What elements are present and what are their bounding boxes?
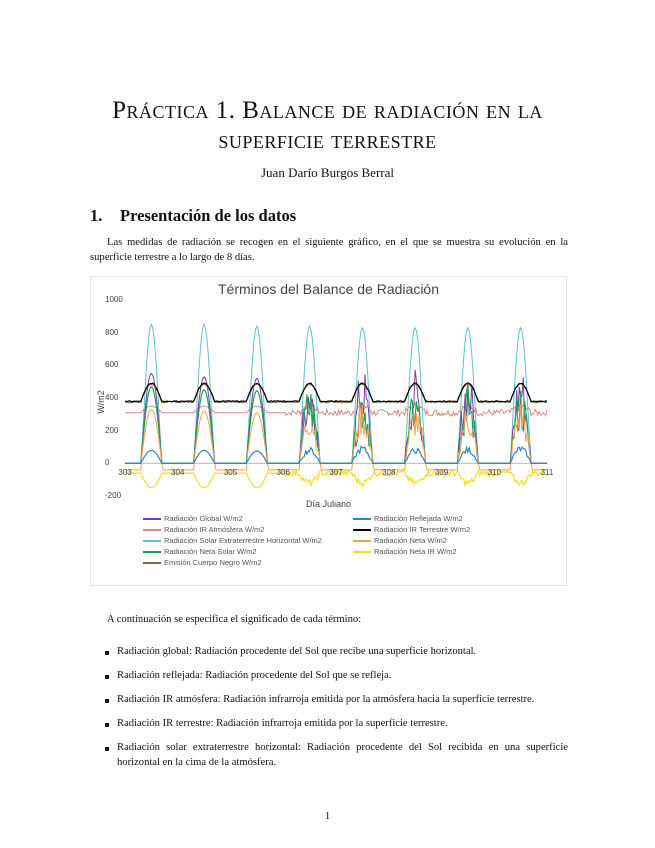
legend-swatch — [143, 518, 161, 520]
chart-y-tick-label: 200 — [105, 425, 119, 435]
title-line-1: Práctica 1. Balance de radiación en la — [112, 97, 543, 124]
legend-swatch — [143, 562, 161, 564]
chart-y-tick-label: -200 — [105, 491, 122, 500]
author: Juan Darío Burgos Berral — [261, 165, 394, 180]
chart-x-tick-label: 304 — [171, 468, 185, 478]
legend-label: Emisión Cuerpo Negro W/m2 — [164, 558, 262, 567]
legend-swatch — [143, 551, 161, 553]
legend-item — [353, 536, 447, 545]
chart-x-tick-label: 309 — [434, 468, 449, 478]
legend-label: Radiación Solar Extraterrestre Horizontal W/m2 — [164, 536, 322, 545]
chart-x-tick-label: 303 — [118, 468, 132, 478]
title-line-2: superficie terrestre — [218, 127, 437, 154]
legend-label: Radiación IR Atmósfera W/m2 — [164, 525, 265, 534]
legend-swatch — [353, 518, 371, 520]
legend-swatch — [143, 540, 161, 542]
series-ir-atmosphere-line — [125, 403, 547, 416]
legend-label: Radiación Global W/m2 — [164, 514, 243, 523]
legend-label: Radiación Neta W/m2 — [374, 536, 447, 545]
chart-x-label: Día Juliano — [305, 499, 352, 509]
section-heading — [90, 206, 296, 226]
series-reflected-line — [125, 447, 547, 464]
chart-y-tick-label: 800 — [105, 327, 119, 337]
legend-label: Radiación Neta Solar W/m2 — [164, 547, 257, 556]
chart-y-tick-label: 600 — [105, 360, 119, 370]
chart-y-tick-label: 400 — [105, 393, 119, 402]
list-item: Radiación solar extraterrestre horizontal: Radiación procedente del Sol recibida en una superficie horizontal en la cima de la atmósfera. — [104, 741, 568, 770]
list-intro: A continuación se especifica el significado de cada término: — [107, 614, 362, 625]
legend-swatch — [353, 540, 371, 542]
legend-swatch — [353, 529, 371, 531]
legend-item — [143, 536, 322, 545]
page-number: 1 — [324, 811, 331, 822]
intro-paragraph: Las medidas de radiación se recogen en el siguiente gráfico, en el que se muestra su evolución en la superficie terrestre a lo largo de 8 días. — [90, 237, 568, 263]
series-extraterrestrial-line — [125, 325, 547, 464]
legend-item — [353, 514, 463, 523]
section-number: 1. — [90, 206, 103, 225]
chart-y-label: W/m2 — [95, 390, 106, 414]
legend-label: Radiación Neta IR W/m2 — [374, 547, 457, 556]
legend-item — [143, 525, 264, 534]
list-item: Radiación IR atmósfera: Radiación infrarroja emitida por la atmósfera hacia la superficie terrestre. — [104, 693, 568, 708]
legend-swatch — [353, 551, 371, 553]
series-blackbody-line — [125, 384, 547, 403]
chart-y-tick-label: 1000 — [105, 295, 123, 304]
legend-item — [353, 547, 457, 556]
radiation-chart — [90, 276, 567, 586]
list-item: Radiación IR terrestre: Radiación infrarroja emitida por la superficie terrestre. — [104, 717, 568, 732]
legend-label: Radiación IR Terrestre W/m2 — [374, 525, 471, 534]
chart-x-tick-label: 310 — [487, 468, 501, 478]
chart-title: Términos del Balance de Radiación — [217, 281, 439, 297]
legend-swatch — [143, 529, 161, 531]
legend-item — [143, 514, 243, 523]
series-ir-terrestrial-line — [125, 383, 547, 402]
chart-x-tick-label: 307 — [329, 468, 343, 478]
chart-x-tick-label: 308 — [382, 468, 396, 478]
chart-y-tick-label: 0 — [105, 458, 110, 468]
series-global-line — [125, 370, 547, 463]
chart-x-tick-label: 305 — [223, 468, 238, 478]
section-title: Presentación de los datos — [120, 206, 297, 225]
paper-title — [0, 96, 655, 156]
legend-item — [353, 525, 470, 534]
legend-item — [143, 558, 262, 567]
list-item: Radiación reflejada: Radiación procedente del Sol que se refleja. — [104, 669, 568, 684]
chart-x-tick-label: 306 — [276, 468, 290, 478]
list-item: Radiación global: Radiación procedente del Sol que recibe una superficie horizontal. — [104, 645, 568, 660]
series-net-solar-line — [125, 384, 547, 463]
legend-item — [143, 547, 257, 556]
term-list — [104, 645, 568, 780]
chart-x-tick-label: 311 — [540, 468, 554, 478]
legend-label: Radiación Reflejada W/m2 — [374, 514, 463, 523]
